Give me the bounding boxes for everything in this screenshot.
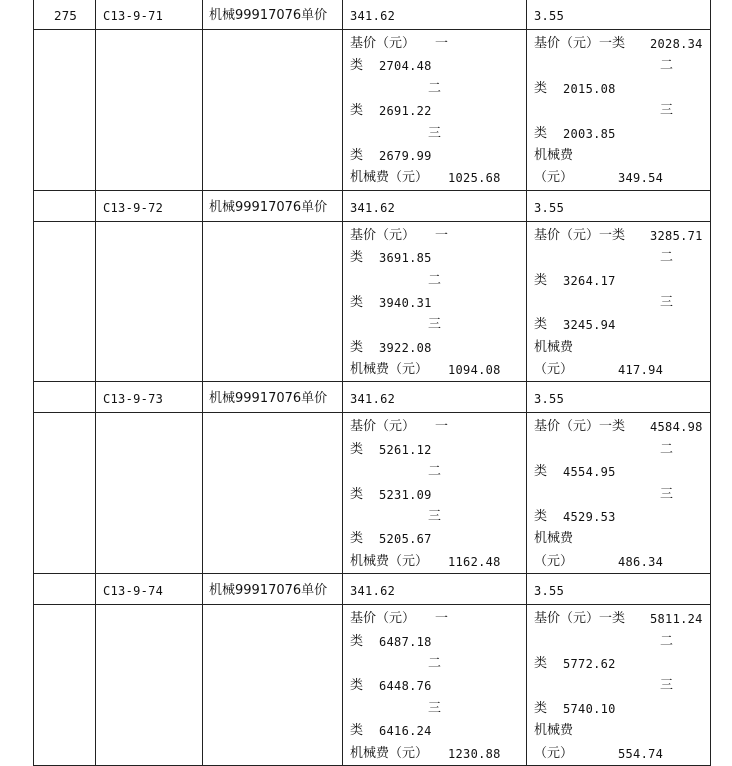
- new-price-cell: [527, 0, 711, 30]
- seq-cell: [34, 190, 96, 221]
- old-class2-suffix: 类: [350, 678, 364, 694]
- new-mech-label: 机械费: [534, 723, 574, 739]
- new-class2-suffix: 类: [534, 80, 548, 96]
- new-mech-value: 554.74: [618, 746, 664, 761]
- new-class2-suffix: 类: [534, 272, 548, 288]
- new-class3-value: 3245.94: [563, 318, 616, 333]
- new-class1-value: 4584.98: [650, 420, 703, 435]
- quota-code: C13-9-74: [103, 584, 164, 599]
- new-unit-price: 3.55: [534, 200, 565, 215]
- name-cell: [203, 0, 343, 30]
- quota-code: C13-9-73: [103, 392, 164, 407]
- old-class1-value: 2704.48: [379, 59, 432, 74]
- old-detail-cell: [343, 413, 527, 574]
- item-header-row: [34, 0, 711, 30]
- old-mech-label: 机械费（元）: [350, 745, 429, 761]
- old-class3-label: 三: [428, 317, 442, 333]
- item-detail-row: [34, 30, 711, 191]
- old-class3-value: 6416.24: [379, 724, 432, 739]
- old-mech-value: 1094.08: [448, 363, 501, 378]
- code-cell: [96, 574, 203, 605]
- new-class2-value: 2015.08: [563, 81, 616, 96]
- old-class2-value: 3940.31: [379, 295, 432, 310]
- new-class1-value: 5811.24: [650, 612, 703, 627]
- old-price-cell: [343, 190, 527, 221]
- code-cell: [96, 190, 203, 221]
- new-class1-value: 3285.71: [650, 228, 703, 243]
- empty-cell: [203, 221, 343, 382]
- item-header-row: [34, 574, 711, 605]
- seq-number: [34, 406, 95, 412]
- old-class3-label: 三: [428, 700, 442, 716]
- old-mech-value: 1162.48: [448, 554, 501, 569]
- new-detail-cell: [527, 221, 711, 382]
- empty-cell: [96, 221, 203, 382]
- empty-cell: [96, 605, 203, 766]
- seq-number: 275: [54, 9, 77, 23]
- old-class1-value: 6487.18: [379, 634, 432, 649]
- old-class2-suffix: 类: [350, 103, 364, 119]
- old-class1-suffix: 类: [350, 250, 364, 266]
- new-price-cell: [527, 190, 711, 221]
- old-class1-value: 5261.12: [379, 442, 432, 457]
- seq-cell: [34, 574, 96, 605]
- old-base-label: 基价（元）: [350, 611, 416, 627]
- old-class1-suffix: 类: [350, 633, 364, 649]
- old-mech-value: 1230.88: [448, 746, 501, 761]
- new-mech-value: 486.34: [618, 554, 664, 569]
- old-base-label: 基价（元）: [350, 419, 416, 435]
- new-class3-suffix: 类: [534, 317, 548, 333]
- old-class1-suffix: 类: [350, 441, 364, 457]
- old-class2-value: 5231.09: [379, 487, 432, 502]
- old-unit-price: 341.62: [350, 584, 396, 599]
- new-class2-suffix: 类: [534, 655, 548, 671]
- old-base-label: 基价（元）: [350, 36, 416, 51]
- old-class3-value: 5205.67: [379, 532, 432, 547]
- old-detail-cell: [343, 221, 527, 382]
- old-class1-label: 一: [435, 36, 449, 51]
- new-mech-value: 417.94: [618, 363, 664, 378]
- old-price-cell: [343, 0, 527, 30]
- old-class3-suffix: 类: [350, 723, 364, 739]
- new-class3-suffix: 类: [534, 125, 548, 141]
- item-name: 机械99917076单价: [209, 583, 328, 599]
- new-class2-label: 二: [660, 441, 674, 457]
- empty-cell: [34, 413, 96, 574]
- old-class3-value: 2679.99: [379, 148, 432, 163]
- old-class2-label: 二: [428, 272, 442, 288]
- new-class2-label: 二: [660, 250, 674, 266]
- old-price-cell: [343, 382, 527, 413]
- old-class3-value: 3922.08: [379, 340, 432, 355]
- new-class1-value: 2028.34: [650, 37, 703, 51]
- old-class2-suffix: 类: [350, 486, 364, 502]
- old-class2-label: 二: [428, 80, 442, 96]
- old-unit-price: 341.62: [350, 392, 396, 407]
- new-class2-value: 5772.62: [563, 656, 616, 671]
- name-cell: [203, 382, 343, 413]
- new-mech-label: 机械费: [534, 531, 574, 547]
- new-mech-unit: （元）: [534, 362, 574, 378]
- new-unit-price: 3.55: [534, 584, 565, 599]
- empty-cell: [34, 605, 96, 766]
- item-name: 机械99917076单价: [209, 391, 328, 407]
- old-class2-suffix: 类: [350, 294, 364, 310]
- old-class2-label: 二: [428, 655, 442, 671]
- new-mech-unit: （元）: [534, 745, 574, 761]
- empty-cell: [34, 30, 96, 191]
- new-class3-label: 三: [660, 103, 674, 119]
- new-mech-label: 机械费: [534, 147, 574, 163]
- item-name: 机械99917076单价: [209, 199, 328, 215]
- new-class3-label: 三: [660, 486, 674, 502]
- old-class3-label: 三: [428, 125, 442, 141]
- old-class2-label: 二: [428, 464, 442, 480]
- new-class3-label: 三: [660, 294, 674, 310]
- new-class2-value: 3264.17: [563, 273, 616, 288]
- new-class2-label: 二: [660, 58, 674, 74]
- new-mech-value: 349.54: [618, 171, 664, 186]
- seq-cell: [34, 382, 96, 413]
- new-class3-value: 4529.53: [563, 510, 616, 525]
- new-price-cell: [527, 574, 711, 605]
- item-detail-row: [34, 413, 711, 574]
- empty-cell: [34, 221, 96, 382]
- name-cell: [203, 574, 343, 605]
- new-base-label: 基价（元）一类: [534, 227, 626, 243]
- new-class2-label: 二: [660, 633, 674, 649]
- seq-number: [34, 598, 95, 604]
- new-mech-unit: （元）: [534, 170, 574, 186]
- seq-cell: [34, 0, 96, 30]
- new-class2-value: 4554.95: [563, 465, 616, 480]
- table-body: [34, 0, 711, 765]
- new-unit-price: 3.55: [534, 9, 565, 23]
- quota-code: C13-9-71: [103, 9, 164, 23]
- old-detail-cell: [343, 30, 527, 191]
- code-cell: [96, 0, 203, 30]
- old-unit-price: 341.62: [350, 200, 396, 215]
- old-mech-label: 机械费（元）: [350, 170, 429, 186]
- code-cell: [96, 382, 203, 413]
- new-class3-label: 三: [660, 678, 674, 694]
- new-class3-suffix: 类: [534, 700, 548, 716]
- old-class3-suffix: 类: [350, 339, 364, 355]
- old-class3-suffix: 类: [350, 147, 364, 163]
- old-class1-suffix: 类: [350, 58, 364, 74]
- new-mech-unit: （元）: [534, 553, 574, 569]
- new-unit-price: 3.55: [534, 392, 565, 407]
- old-detail-cell: [343, 605, 527, 766]
- new-price-cell: [527, 382, 711, 413]
- new-class3-value: 2003.85: [563, 126, 616, 141]
- empty-cell: [203, 30, 343, 191]
- new-base-label: 基价（元）一类: [534, 611, 626, 627]
- old-class3-label: 三: [428, 509, 442, 525]
- old-class1-value: 3691.85: [379, 251, 432, 266]
- empty-cell: [96, 413, 203, 574]
- old-price-cell: [343, 574, 527, 605]
- old-class2-value: 2691.22: [379, 104, 432, 119]
- new-class3-suffix: 类: [534, 509, 548, 525]
- item-header-row: [34, 190, 711, 221]
- seq-number: [34, 215, 95, 221]
- empty-cell: [203, 413, 343, 574]
- item-detail-row: [34, 221, 711, 382]
- new-detail-cell: [527, 605, 711, 766]
- old-class1-label: 一: [435, 611, 449, 627]
- quota-code: C13-9-72: [103, 200, 164, 215]
- old-mech-label: 机械费（元）: [350, 553, 429, 569]
- new-base-label: 基价（元）一类: [534, 36, 626, 51]
- new-class3-value: 5740.10: [563, 701, 616, 716]
- old-class1-label: 一: [435, 227, 449, 243]
- item-detail-row: [34, 605, 711, 766]
- new-detail-cell: [527, 30, 711, 191]
- new-detail-cell: [527, 413, 711, 574]
- old-base-label: 基价（元）: [350, 227, 416, 243]
- item-header-row: [34, 382, 711, 413]
- old-mech-label: 机械费（元）: [350, 362, 429, 378]
- new-mech-label: 机械费: [534, 339, 574, 355]
- old-class2-value: 6448.76: [379, 679, 432, 694]
- new-base-label: 基价（元）一类: [534, 419, 626, 435]
- old-class3-suffix: 类: [350, 531, 364, 547]
- old-mech-value: 1025.68: [448, 171, 501, 186]
- price-adjustment-table: [33, 0, 711, 766]
- empty-cell: [203, 605, 343, 766]
- name-cell: [203, 190, 343, 221]
- old-unit-price: 341.62: [350, 9, 396, 23]
- new-class2-suffix: 类: [534, 464, 548, 480]
- item-name: 机械99917076单价: [209, 8, 328, 23]
- old-class1-label: 一: [435, 419, 449, 435]
- empty-cell: [96, 30, 203, 191]
